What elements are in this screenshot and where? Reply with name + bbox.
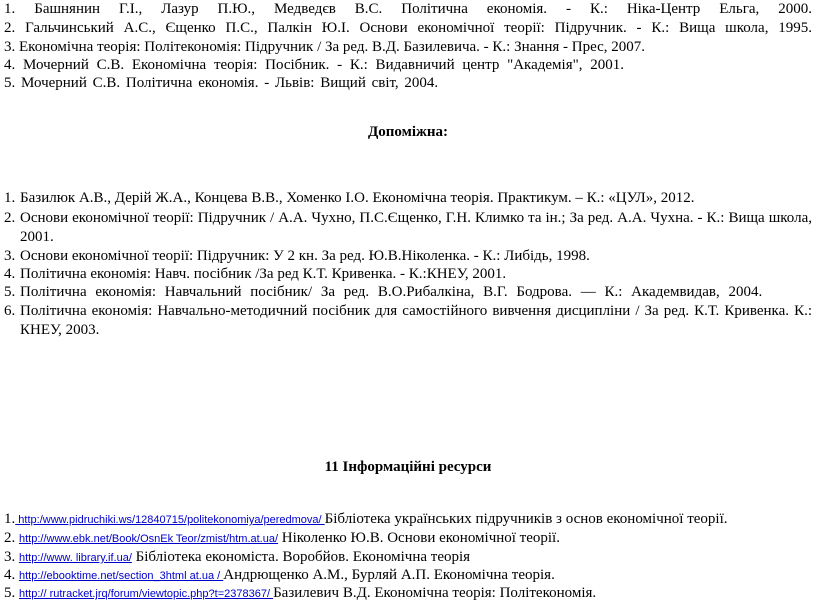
list-item: Політична економія: Навчальний посібник/ За ред. В.О.Рибалкіна, В.Г. Бодрова. — К.: Академвидав, 2004. [20,284,763,300]
resource-item [4,584,596,604]
resource-text: Бібліотека економіста. Воробйов. Економічна теорія [131,549,471,565]
list-item [4,74,438,93]
resource-link[interactable]: http://www. library.if.ua/ [19,552,132,564]
item-number: 4. [4,567,16,583]
item-number: 5. [4,585,16,601]
list-item [4,56,624,75]
item-number: 6. [4,303,16,319]
resource-link[interactable]: http:/www.pidruchiki.ws/12840715/politekonomiya/peredmova/ [15,514,325,526]
resource-link[interactable]: http:// rutracket.jrq/forum/viewtopic.php?t=2378367/ [19,588,274,600]
item-number: 3. [4,39,16,55]
item-number: 1. [4,511,16,527]
resource-text: Ніколенко Ю.В. Основи економічної теорії. [278,530,560,546]
list-item [4,0,812,19]
resource-item [4,548,470,568]
list-item: Основи економічної теорії: Підручник: У 2 кн. За ред. Ю.В.Ніколенка. - К.: Либідь, 1998. [20,248,590,264]
resource-link[interactable]: http://www.ebk.net/Book/OsnEk Teor/zmist/htm.at.ua/ [19,533,279,545]
list-item: Основи економічної теорії: Підручник / А.А. Чухно, П.С.Єщенко, Г.Н. Климко та ін.; За ред. А.А. Чухна. - К.: Вища школа, 2001. [20,210,812,245]
item-text: Економічна теорія: Політекономія: Підручник / За ред. В.Д. Базилевича. - К.: Знання - Прес, 2007. [19,39,646,55]
item-text: Гальчинський А.С., Єщенко П.С., Палкін Ю.І. Основи економічної теорії: Підручник. - К.: Вища школа, 1995. [25,20,813,36]
list-item: Базилюк А.В., Дерій Ж.А., Концева В.В., Хоменко І.О. Економічна теорія. Практикум. – К.: «ЦУЛ», 2012. [20,190,695,206]
resource-text: Андрющенко А.М., Бурляй А.П. Економічна теорія. [223,567,555,583]
item-text: Мочерний С.В. Політична економія. - Львів: Вищий світ, 2004. [21,75,439,91]
list-item [4,19,812,38]
resource-item [4,566,555,586]
list-item [4,38,645,57]
item-number: 1. [4,190,16,206]
resource-text: Бібліотека українських підручників з основ економічної теорії. [324,511,728,527]
item-number: 5. [4,284,16,300]
resource-item [4,529,560,549]
resource-text: Базилевич В.Д. Економічна теорія: Політекономія. [273,585,597,601]
list-item: Політична економія: Навч. посібник /За ред К.Т. Кривенка. - К.:КНЕУ, 2001. [20,266,507,282]
item-number: 2. [4,20,16,36]
item-text: Башнянин Г.І., Лазур П.Ю., Медведєв В.С. Політична економія. - К.: Ніка-Центр Ельга, 2000. [34,1,812,17]
item-text: Мочерний С.В. Економічна теорія: Посібник. - К.: Видавничий центр "Академія", 2001. [23,57,624,73]
list-item: Політична економія: Навчально-методичний посібник для самостійного вивчення дисципліни / За ред. К.Т. Кривенка. К.: КНЕУ, 2003. [20,303,812,338]
resource-link[interactable]: http://ebooktime.net/section_3html at.ua / [19,570,224,582]
item-number: 3. [4,549,16,565]
item-number: 3. [4,248,16,264]
resource-item [4,510,728,530]
resources-heading: 11 Інформаційні ресурси [324,459,492,475]
item-number: 1. [4,1,16,17]
item-number: 2. [4,210,16,226]
item-number: 4. [4,57,16,73]
supplementary-heading: Допоміжна: [367,124,449,140]
item-number: 2. [4,530,16,546]
item-number: 5. [4,75,16,91]
item-number: 4. [4,266,16,282]
